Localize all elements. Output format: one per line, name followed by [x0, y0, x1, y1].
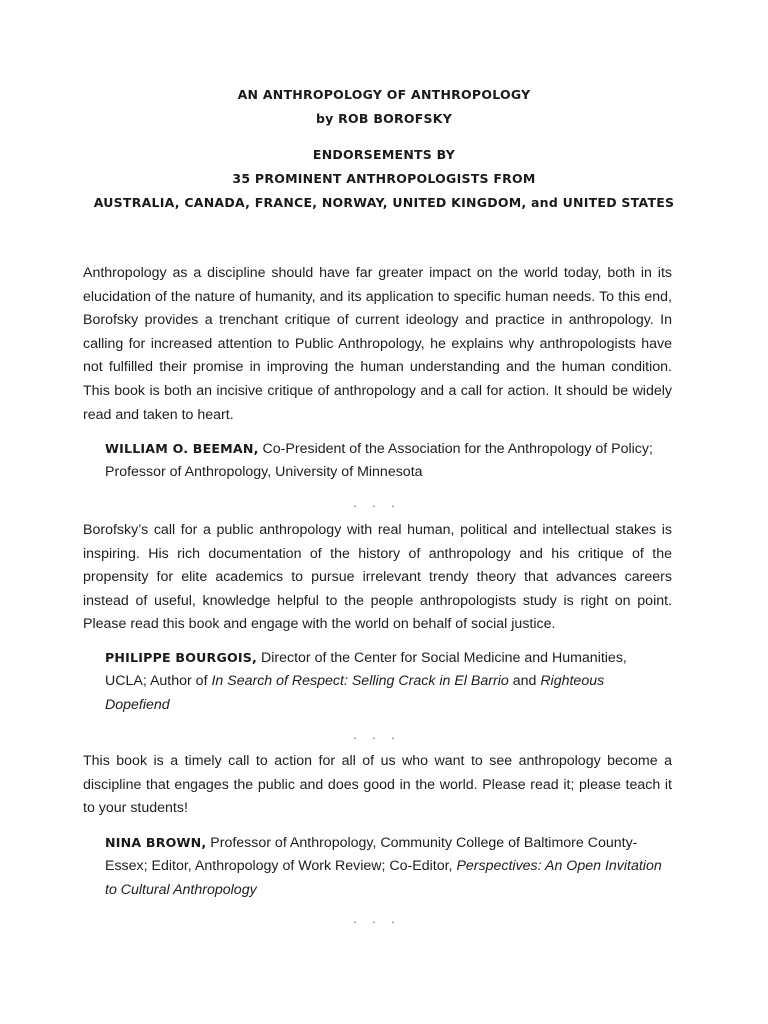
book-title-italic: Perspectives: An Open Invitation to Cultural Anthropology [105, 858, 662, 898]
book-byline: by ROB BOROFSKY [315, 111, 452, 126]
endorsements-countries: AUSTRALIA, CANADA, FRANCE, NORWAY, UNITED KINGDOM, and UNITED STATES [93, 195, 675, 210]
endorsement-attribution [105, 831, 665, 902]
book-title-italic: In Search of Respect: Selling Crack in El Barrio [211, 673, 509, 690]
section-separator: . . . [353, 497, 401, 510]
endorsements-count: 35 PROMINENT ANTHROPOLOGISTS FROM [232, 171, 536, 186]
endorser-affiliation-connector: and [508, 673, 541, 690]
endorsement-text: This book is a timely call to action for all of us who want to see anthropology become a discipline that engages the public and does good in the world. Please read it; please teach it to your students! [83, 753, 672, 817]
endorser-affiliation: Professor of Anthropology, Community College of Baltimore County-Essex; Editor, Anthropology of Work Review; Co-Editor, [105, 835, 638, 875]
endorsement-attribution [105, 437, 665, 485]
section-separator: . . . [353, 729, 401, 742]
endorser-affiliation: Co-President of the Association for the Anthropology of Policy; Professor of Anthropology, University of Minnesota [105, 441, 653, 481]
endorsement-text: Anthropology as a discipline should have far greater impact on the world today, both in its elucidation of the nature of humanity, and its application to specific human needs. To this end, Borofsky provides a trenchant critique of current ideology and practice in anthropology. In calling for increased attention to Public Anthropology, he explains why anthropologists have not fulfilled their promise in improving the human understanding and the human condition. This book is both an incisive critique of anthropology and a call for action. It should be widely read and taken to heart. [83, 265, 672, 423]
endorser-name: NINA BROWN, [105, 835, 207, 850]
book-title: AN ANTHROPOLOGY OF ANTHROPOLOGY [237, 87, 531, 102]
page-header [0, 87, 768, 211]
endorsement-attribution [105, 646, 665, 717]
endorsements-heading: ENDORSEMENTS BY [312, 147, 456, 162]
book-title-italic: Righteous Dopefiend [105, 673, 605, 713]
endorser-name: WILLIAM O. BEEMAN, [105, 441, 259, 456]
endorser-name: PHILIPPE BOURGOIS, [105, 650, 258, 665]
section-separator: . . . [353, 913, 401, 926]
endorsement-text: Borofsky’s call for a public anthropology with real human, political and intellectual stakes is inspiring. His rich documentation of the history of anthropology and his critique of the propensity for elite academics to pursue irrelevant trendy theory that advances careers instead of useful, knowledge helpful to the people anthropologists study is right on point. Please read this book and engage with the world on behalf of social justice. [83, 522, 672, 633]
endorser-affiliation: Director of the Center for Social Medicine and Humanities, UCLA; Author of [105, 650, 627, 690]
